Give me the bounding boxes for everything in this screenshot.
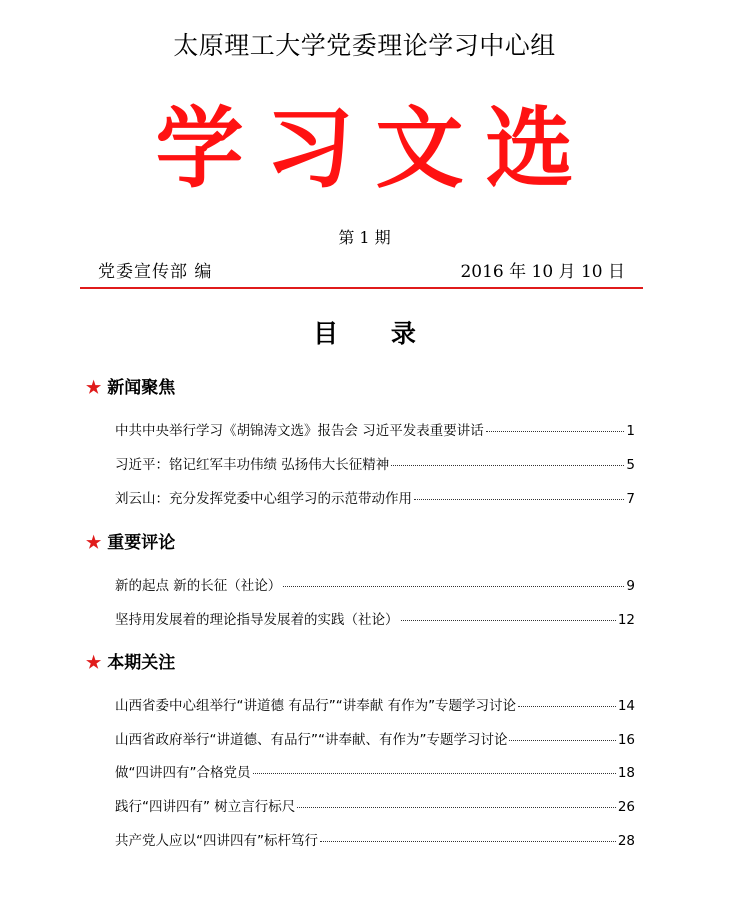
leader-dots [401, 620, 616, 621]
leader-dots [320, 841, 616, 842]
leader-dots [283, 586, 624, 587]
toc-entry-title: 做“四讲四有”合格党员 [115, 765, 251, 781]
toc-entry-page: 9 [626, 578, 635, 594]
toc-entry[interactable] [115, 610, 635, 630]
toc-entry-page: 12 [617, 612, 635, 628]
toc-entry-title: 共产党人应以“四讲四有”标杆笃行 [115, 833, 318, 849]
star-icon: ★ [86, 533, 102, 553]
publication-date: 2016 年 10 月 10 日 [460, 262, 625, 282]
toc-entry[interactable] [115, 730, 635, 750]
leader-dots [391, 465, 624, 466]
leader-dots [518, 706, 616, 707]
leader-dots [297, 807, 616, 808]
section-heading [86, 376, 175, 400]
toc-entry-title: 中共中央举行学习《胡锦涛文选》报告会 习近平发表重要讲话 [115, 423, 484, 439]
section-heading-label: 重要评论 [107, 533, 176, 553]
toc-entry[interactable] [115, 455, 635, 475]
leader-dots [253, 773, 616, 774]
section-heading [86, 651, 175, 675]
section-heading-label: 本期关注 [107, 653, 176, 673]
toc-entry-page: 5 [626, 457, 635, 473]
section-heading [86, 531, 175, 555]
toc-entry-title: 刘云山：充分发挥党委中心组学习的示范带动作用 [115, 491, 412, 507]
toc-entry-title: 践行“四讲四有” 树立言行标尺 [115, 799, 296, 815]
toc-entry-title: 习近平：铭记红军丰功伟绩 弘扬伟大长征精神 [115, 457, 390, 473]
issue-number: 第 1 期 [338, 228, 391, 247]
section-heading-label: 新闻聚焦 [107, 378, 176, 398]
toc-entry[interactable] [115, 576, 635, 596]
editor-credit: 党委宣传部 编 [98, 262, 213, 282]
toc-entry-title: 新的起点 新的长征（社论） [115, 578, 282, 594]
star-icon: ★ [86, 378, 102, 398]
toc-entry-page: 16 [617, 732, 635, 748]
publication-title: 学习文选 [155, 96, 596, 200]
toc-entry[interactable] [115, 696, 635, 716]
toc-entry-page: 14 [617, 698, 635, 714]
toc-entry[interactable] [115, 831, 635, 851]
toc-entry-page: 18 [617, 765, 635, 781]
toc-entry[interactable] [115, 421, 635, 441]
toc-entry-title: 山西省政府举行“讲道德、有品行”“讲奉献、有作为”专题学习讨论 [115, 732, 508, 748]
toc-entry[interactable] [115, 763, 635, 783]
toc-title: 目 录 [313, 319, 438, 348]
leader-dots [486, 431, 625, 432]
toc-entry-page: 7 [626, 491, 635, 507]
toc-entry-page: 26 [617, 799, 635, 815]
toc-entry-page: 1 [626, 423, 635, 439]
leader-dots [414, 499, 624, 500]
toc-entry[interactable] [115, 797, 635, 817]
header-divider [80, 287, 643, 289]
star-icon: ★ [86, 653, 102, 673]
toc-entry-title: 山西省委中心组举行“讲道德 有品行”“讲奉献 有作为”专题学习讨论 [115, 698, 517, 714]
leader-dots [509, 740, 615, 741]
toc-entry[interactable] [115, 489, 635, 509]
organization-name: 太原理工大学党委理论学习中心组 [173, 31, 556, 60]
toc-entry-title: 坚持用发展着的理论指导发展着的实践（社论） [115, 612, 399, 628]
toc-entry-page: 28 [617, 833, 635, 849]
